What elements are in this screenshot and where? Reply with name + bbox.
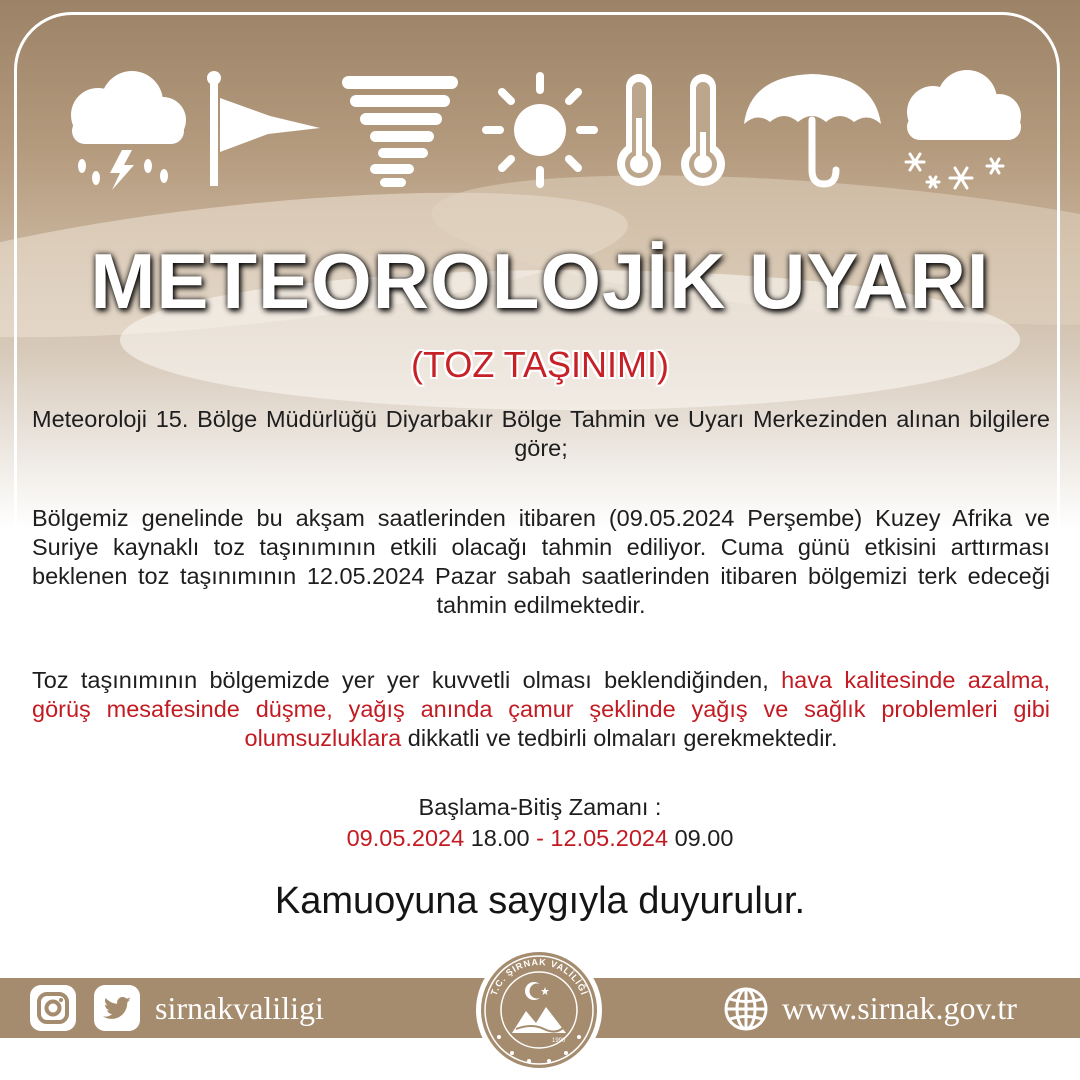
end-hour: 09.00: [668, 825, 734, 851]
sun-icon: [480, 70, 600, 190]
thermometer-icon: [612, 70, 668, 190]
social-handle[interactable]: sirnakvaliligi: [155, 990, 324, 1026]
forecast-paragraph: Bölgemiz genelinde bu akşam saatlerinden itibaren (09.05.2024 Perşembe) Kuzey Afrika ve Suriye kaynaklı toz taşınımının etkili olacağı tahmin ediliyor. Cuma günü etkisini arttırması beklenen toz taşınımının 12.05.2024 Pazar sabah saatlerinden itibaren bölgemizi terk edeceği tahmin edilmektedir.: [32, 505, 1050, 618]
twitter-icon[interactable]: [94, 985, 140, 1031]
website-link[interactable]: www.sirnak.gov.tr: [782, 990, 1017, 1026]
page-title: METEOROLOJİK UYARI: [90, 237, 990, 325]
cloud-snow-icon: [895, 70, 1030, 195]
end-date: 12.05.2024: [543, 825, 669, 851]
weather-icons-row: [50, 70, 1035, 210]
page-subtitle: (TOZ TAŞINIMI): [411, 344, 669, 385]
instagram-icon[interactable]: [30, 985, 76, 1031]
advice-lead: Toz taşınımının bölgemizde yer yer kuvvetli olması beklendiğinden,: [32, 667, 782, 693]
closing-statement: Kamuoyuna saygıyla duyurulur.: [274, 880, 806, 922]
advice-paragraph: [32, 666, 1050, 753]
advice-highlight: hava kalitesinde azalma, görüş mesafesinde düşme, yağış anında çamur şeklinde yağış ve sağlık problemleri gibi olumsuzluklara: [32, 667, 1051, 751]
start-hour: 18.00: [464, 825, 537, 851]
time-separator: -: [536, 825, 544, 851]
globe-icon: [723, 986, 769, 1032]
thermometer-icon: [676, 70, 732, 190]
start-date: 09.05.2024: [346, 825, 465, 851]
seal-text: T.C. ŞIRNAK VALİLİĞİ: [488, 956, 590, 997]
umbrella-icon: [740, 70, 885, 190]
cloud-lightning-rain-icon: [60, 70, 190, 190]
intro-paragraph: Meteoroloji 15. Bölge Müdürlüğü Diyarbakır Bölge Tahmin ve Uyarı Merkezinden alınan bilgilere göre;: [32, 406, 1050, 461]
tornado-icon: [340, 70, 460, 190]
time-range: [0, 792, 1080, 854]
governorate-seal: [474, 945, 604, 1075]
time-values: [0, 823, 1080, 854]
windsock-icon: [200, 70, 325, 190]
time-label: Başlama-Bitiş Zamanı :: [418, 794, 662, 820]
advice-tail: dikkatli ve tedbirli olmaları gerekmektedir.: [401, 725, 838, 751]
seal-year: 1990: [552, 1038, 566, 1044]
